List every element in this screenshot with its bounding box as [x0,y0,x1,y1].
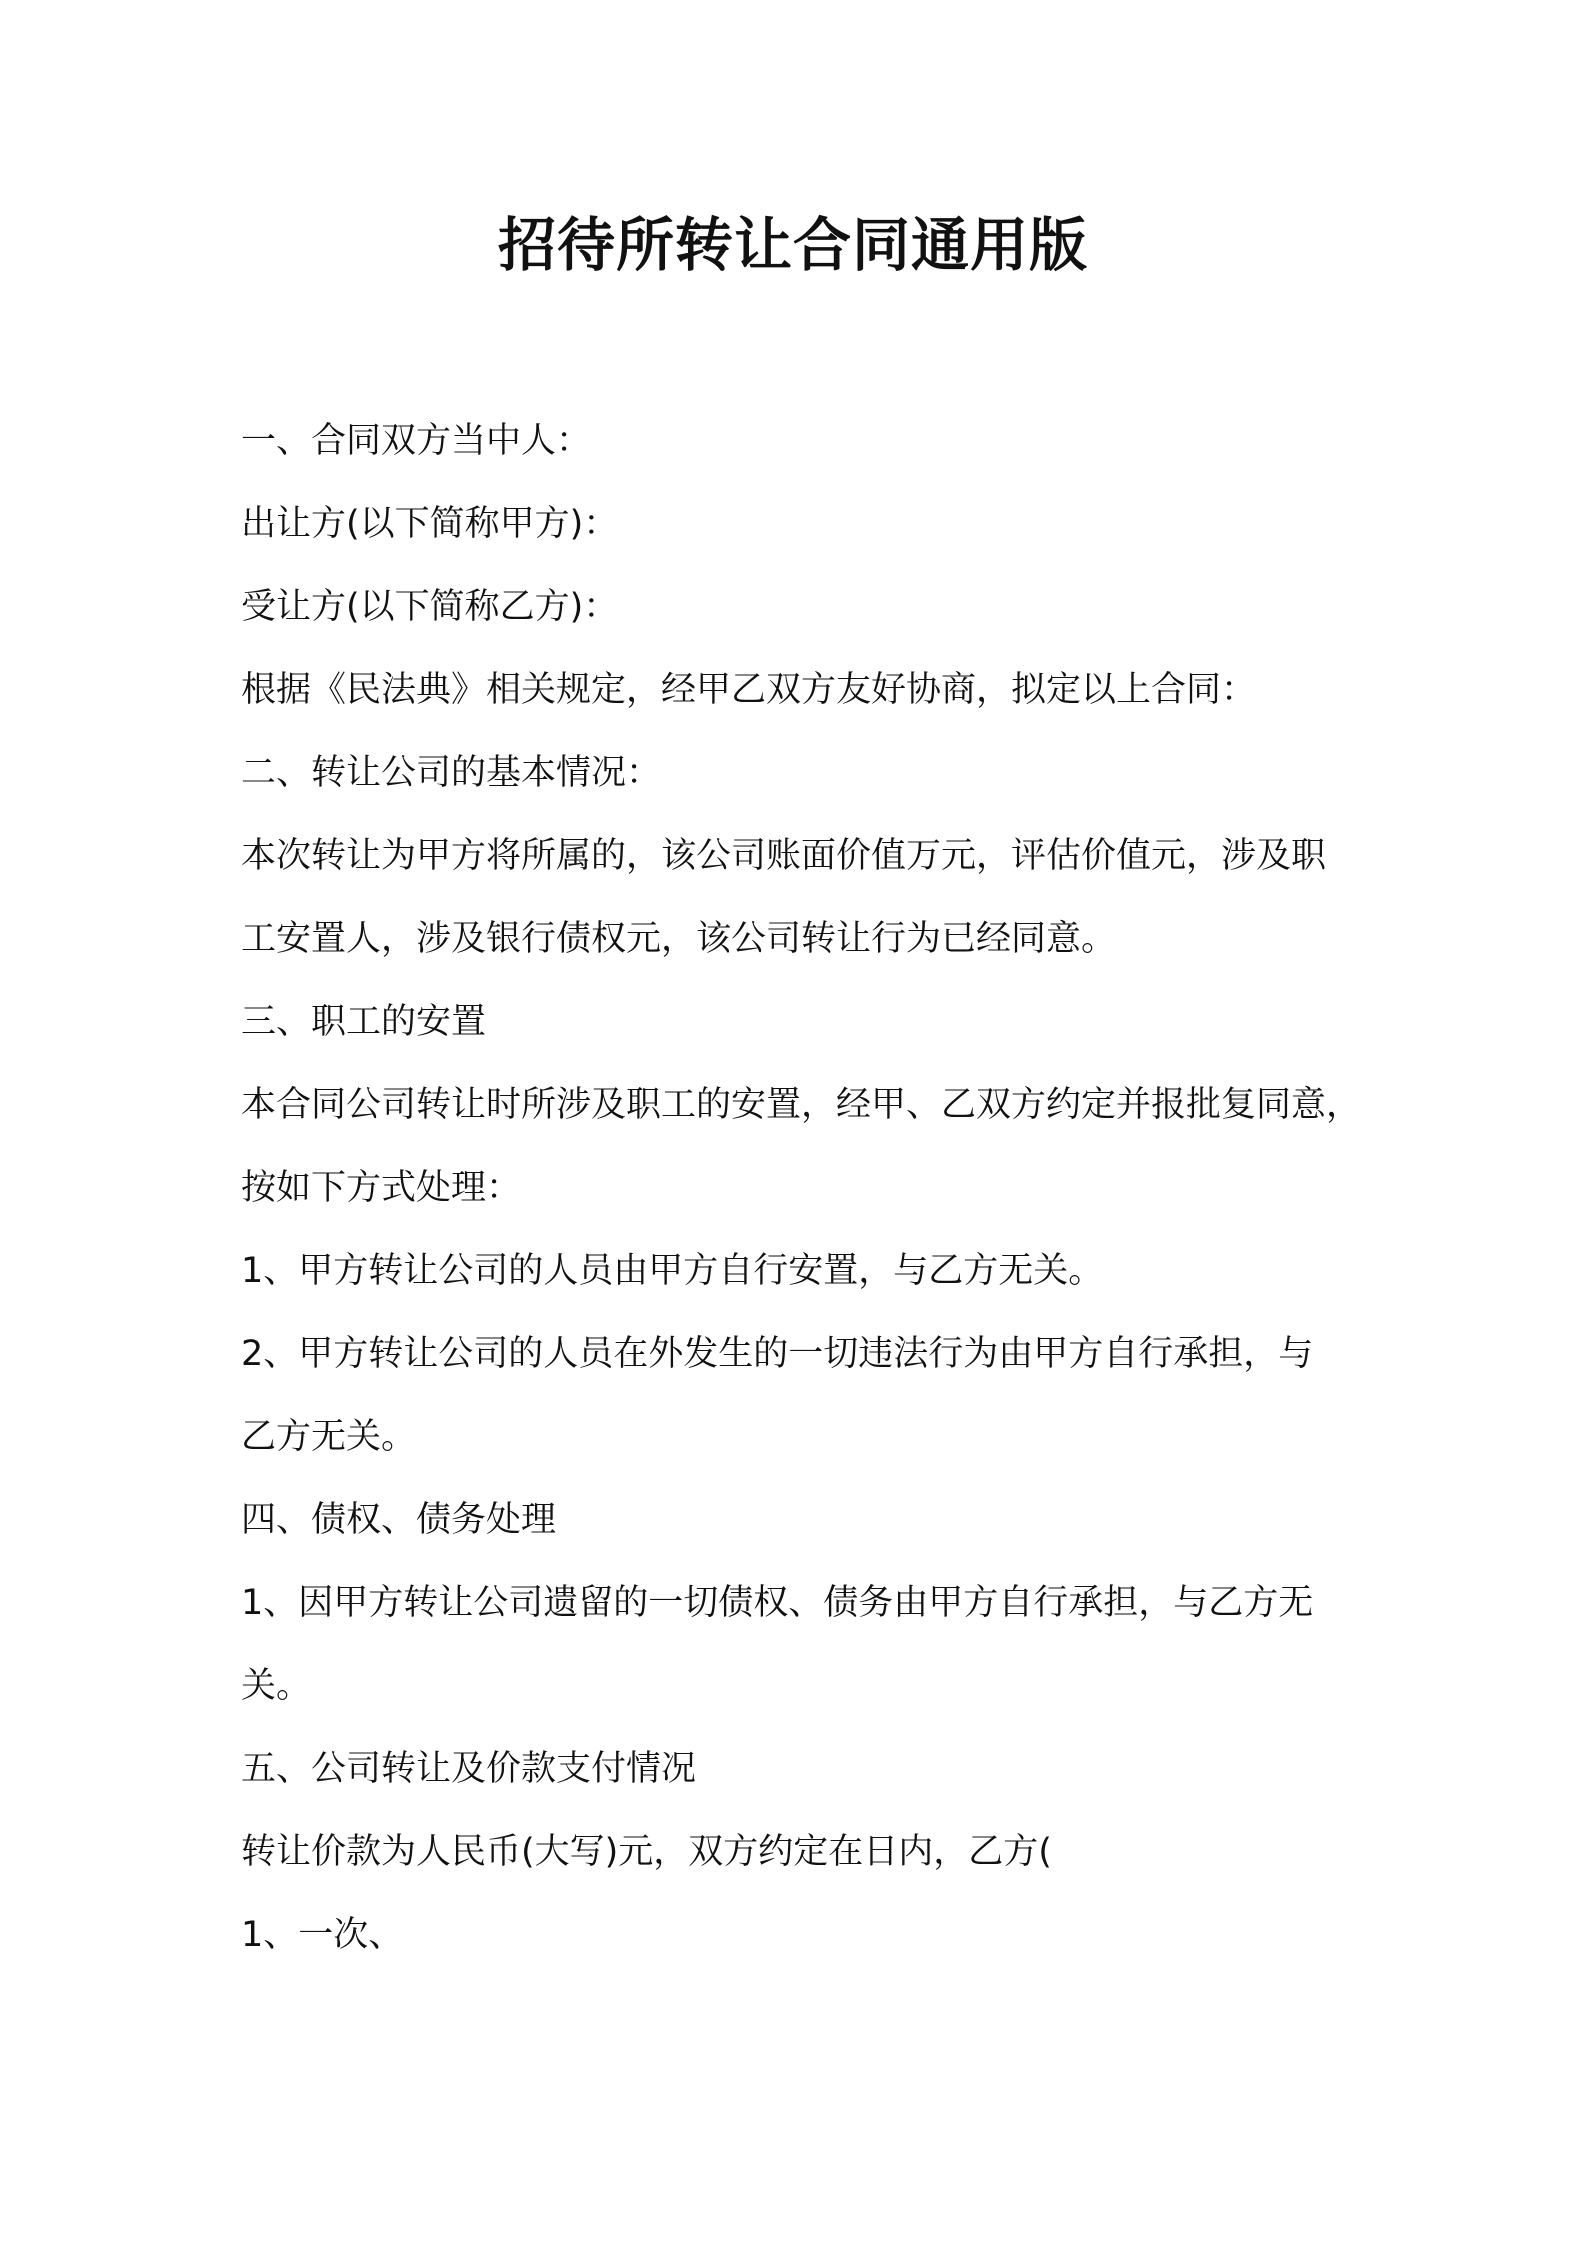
paragraph-line: 关。 [241,1666,312,1706]
document-title: 招待所转让合同通用版 [497,211,1088,279]
paragraph-line: 本合同公司转让时所涉及职工的安置，经甲、乙双方约定并报批复同意， [241,1085,1362,1125]
section-heading-parties: 一、合同双方当中人： [241,421,592,461]
section-heading-staff: 三、职工的安置 [241,1002,487,1042]
section-heading-payment: 五、公司转让及价款支付情况 [241,1749,697,1789]
paragraph-line: 转让价款为人民币(大写)元，双方约定在日内，乙方( [241,1832,1052,1872]
list-item: 2、甲方转让公司的人员在外发生的一切违法行为由甲方自行承担，与 [241,1334,1314,1374]
paragraph-line: 工安置人，涉及银行债权元，该公司转让行为已经同意。 [241,919,1117,959]
list-item: 1、因甲方转让公司遗留的一切债权、债务由甲方自行承担，与乙方无 [241,1583,1314,1623]
section-heading-debts: 四、债权、债务处理 [241,1500,557,1540]
document-body [241,400,1411,1977]
paragraph-line: 乙方无关。 [241,1417,417,1457]
transferee-line: 受让方(以下简称乙方)： [241,587,619,627]
list-item: 1、一次、 [241,1915,404,1955]
section-heading-company: 二、转让公司的基本情况： [241,753,662,793]
transferor-line: 出让方(以下简称甲方)： [241,504,619,544]
paragraph-line: 按如下方式处理： [241,1168,522,1208]
list-item: 1、甲方转让公司的人员由甲方自行安置，与乙方无关。 [241,1251,1104,1291]
legal-basis-line: 根据《民法典》相关规定，经甲乙双方友好协商，拟定以上合同： [241,670,1257,710]
paragraph-line: 本次转让为甲方将所属的，该公司账面价值万元，评估价值元，涉及职 [241,836,1327,876]
